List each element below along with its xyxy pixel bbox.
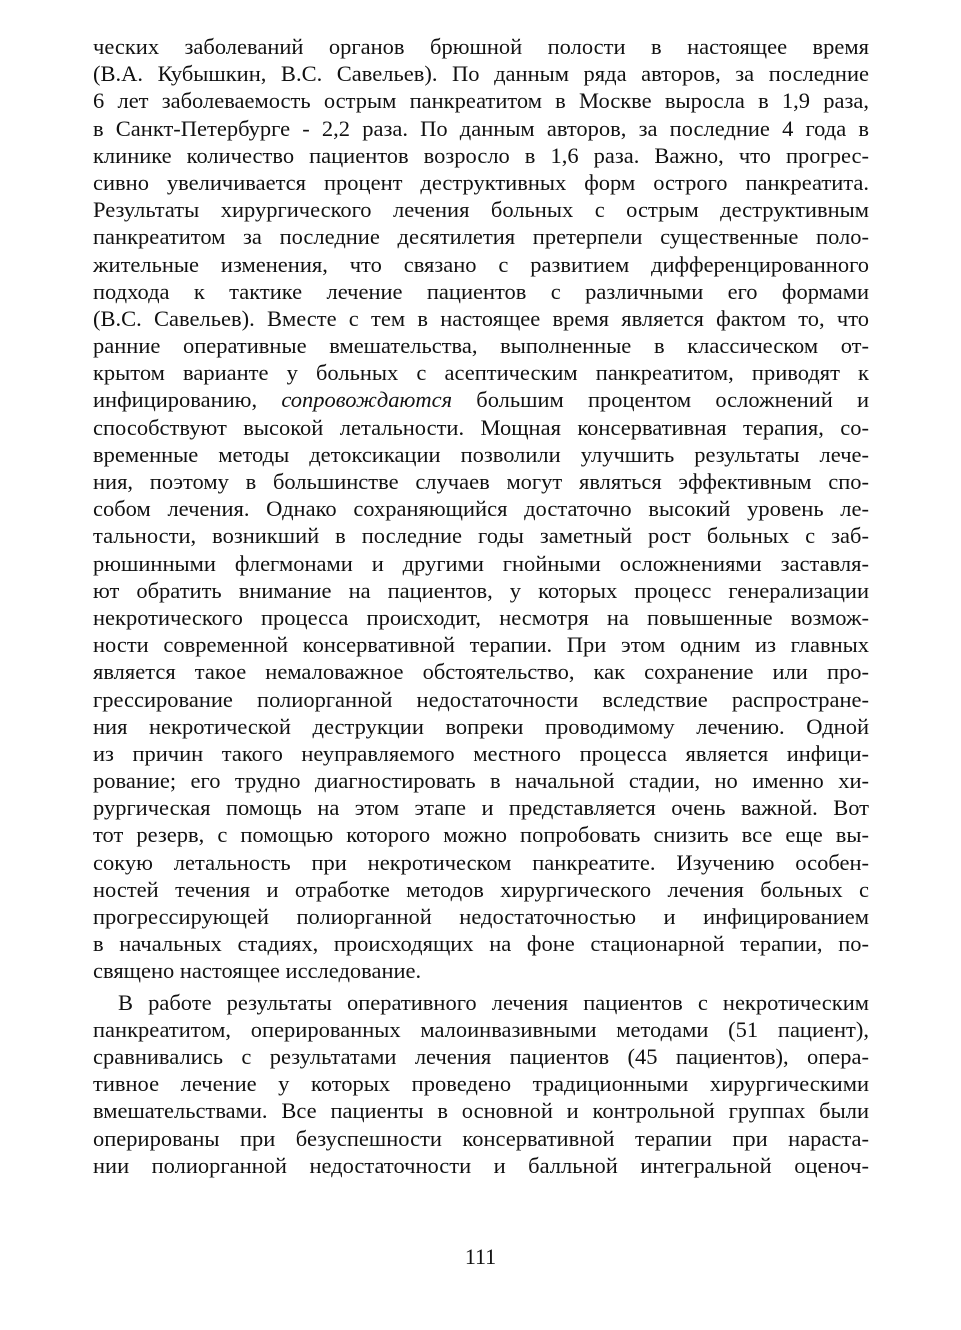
text-line [93,740,869,767]
line-text: нии полиорганной недостаточности и балльной интегральной оценоч- [93,1152,869,1178]
text-line [93,332,869,359]
text-line [93,1070,869,1097]
text-line [93,441,869,468]
text-line [93,1016,869,1043]
text-line [93,60,869,87]
text-line [93,550,869,577]
text-line [93,686,869,713]
line-text: некротического процесса происходит, несмотря на повышенные возмож- [93,604,869,630]
paragraph-2 [93,989,869,1179]
line-text: ния, поэтому в большинстве случаев могут являться эффективным спо- [93,469,869,494]
line-text: ния некротической деструкции вопреки проводимому лечению. Одной [93,713,869,739]
line-text: В работе результаты оперативного лечения пациентов с некротическим [118,989,869,1015]
text-line [93,767,869,794]
text-line [93,87,869,114]
text-line [93,631,869,658]
line-text: в начальных стадиях, происходящих на фоне стационарной терапии, по- [93,931,869,957]
line-text: жительные изменения, что связано с развитием дифференцированного [93,251,869,277]
line-text-continued: большим процентом осложнений и [452,387,869,413]
text-line [93,414,869,441]
text-line [93,196,869,223]
text-line [93,359,869,386]
line-text: ности современной консервативной терапии. При этом одним из главных [93,632,869,658]
line-text: сравнивались с результатами лечения пациентов (45 пациентов), опера- [93,1043,869,1069]
line-text: инфицированию, [93,387,282,413]
line-text: клинике количество пациентов возросло в 1,6 раза. Важно, что прогрес- [93,142,869,168]
text-line [93,849,869,876]
body-text [93,33,869,1179]
page-number: 111 [464,1244,497,1269]
text-line [93,223,869,250]
line-text: тивное лечение у которых проведено традиционными хирургическими [93,1071,869,1097]
text-line [93,903,869,930]
line-text: сокую летальность при некротическом панкреатите. Изучению особен- [93,849,869,875]
text-line [93,1043,869,1070]
line-text: из причин такого неуправляемого местного процесса является инфици- [93,740,869,766]
text-line [93,522,869,549]
line-text: ранние оперативные вмешательства, выполненные в классическом от- [93,333,869,359]
line-text: Результаты хирургического лечения больных с острым деструктивным [93,197,869,223]
text-line [93,821,869,848]
text-line [93,713,869,740]
italic-text: сопровождаются [281,387,453,413]
text-line [93,278,869,305]
text-line [93,930,869,957]
line-text: ют обратить внимание на пациентов, у которых процесс генерализации [93,577,869,603]
line-text: рургическая помощь на этом этапе и представляется очень важной. Вот [93,795,869,821]
line-text: тот резерв, с помощью которого можно попробовать снизить все еще вы- [93,822,869,848]
line-text: временные методы детоксикации позволили улучшить результаты лече- [93,441,869,467]
text-line [93,1125,869,1152]
text-line [93,876,869,903]
line-text: подхода к тактике лечение пациентов с различными его формами [93,278,869,304]
text-line [93,1097,869,1124]
line-text: тальности, возникший в последние годы заметный рост больных с заб- [93,523,869,549]
text-line [93,169,869,196]
line-text: ностей течения и отработке методов хирургического лечения больных с [93,876,869,902]
text-line [93,577,869,604]
text-line [93,142,869,169]
line-text: панкреатитом за последние десятилетия претерпели существенные поло- [93,224,869,250]
text-line [93,115,869,142]
line-text: грессирование полиорганной недостаточности вследствие распростране- [93,686,869,712]
text-line [93,957,869,984]
line-text: собом лечения. Однако сохраняющийся достаточно высокий уровень ле- [93,496,869,522]
line-text: сивно увеличивается процент деструктивных форм острого панкреатита. [93,169,869,195]
text-line [93,305,869,332]
line-text: священо настоящее исследование. [93,958,422,984]
line-text: рюшинными флегмонами и другими гнойными осложнениями заставля- [93,550,869,576]
line-text: рование; его трудно диагностировать в начальной стадии, но именно хи- [93,768,869,794]
line-text: (В.А. Кубышкин, В.С. Савельев). По данным ряда авторов, за последние [93,61,869,87]
line-text: способствуют высокой летальности. Мощная консервативная терапия, со- [93,414,869,440]
text-line [93,468,869,495]
line-text: является такое немаловажное обстоятельство, как сохранение или про- [93,659,869,685]
line-text: 6 лет заболеваемость острым панкреатитом в Москве выросла в 1,9 раза, [93,88,869,114]
line-text: панкреатитом, оперированных малоинвазивными методами (51 пациент), [93,1016,869,1042]
paragraph-1 [93,33,869,985]
text-line [93,794,869,821]
line-text: прогрессирующей полиорганной недостаточностью и инфицированием [93,904,869,929]
text-line [93,251,869,278]
text-line [93,33,869,60]
text-line [93,989,869,1016]
line-text: в Санкт-Петербурге - 2,2 раза. По данным авторов, за последние 4 года в [93,115,869,141]
text-line [93,386,869,413]
line-text: крытом варианте у больных с асептическим панкреатитом, приводят к [93,360,869,386]
text-line [93,1152,869,1179]
line-text: ческих заболеваний органов брюшной полости в настоящее время [93,34,869,59]
text-line [93,604,869,631]
line-text: вмешательствами. Все пациенты в основной и контрольной группах были [93,1098,869,1124]
line-text: оперированы при безуспешности консервативной терапии при нараста- [93,1125,869,1151]
text-line [93,658,869,685]
line-text: (В.С. Савельев). Вместе с тем в настоящее время является фактом то, что [93,305,869,331]
text-line [93,495,869,522]
